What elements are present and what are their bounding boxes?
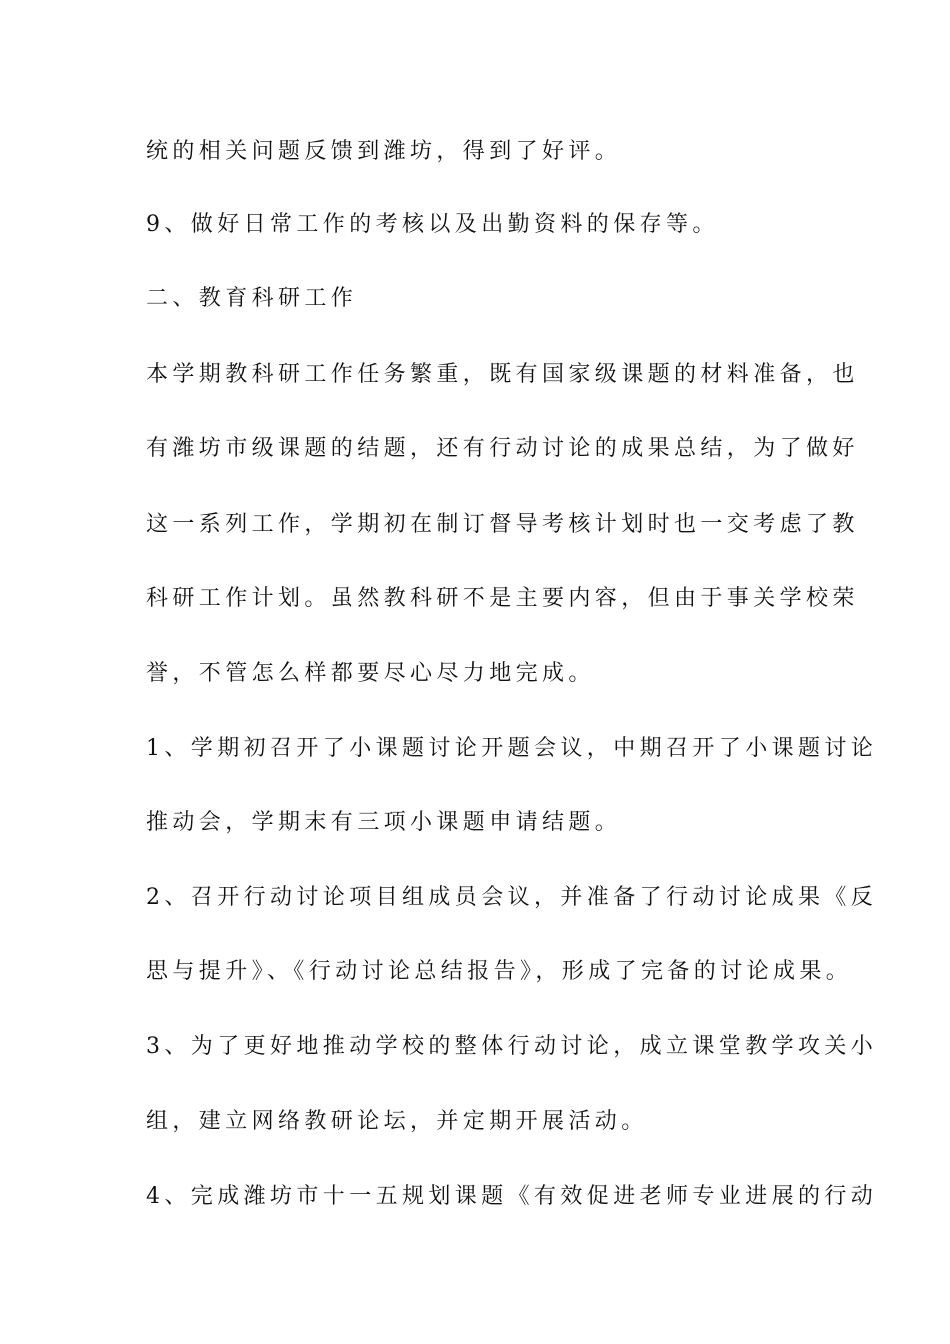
text-line: 誉，不管怎么样都要尽心尽力地完成。 (146, 661, 595, 686)
text-line: 本学期教科研工作任务繁重，既有国家级课题的材料准备，也 (146, 362, 859, 387)
text-line: 9、做好日常工作的考核以及出勤资料的保存等。 (146, 212, 719, 237)
text-line: 2、召开行动讨论项目组成员会议，并准备了行动讨论成果《反 (146, 885, 878, 910)
section-heading: 二、教育科研工作 (146, 286, 358, 311)
text-line: 思与提升》、《行动讨论总结报告》，形成了完备的讨论成果。 (146, 959, 853, 984)
text-line: 组，建立网络教研论坛，并定期开展活动。 (146, 1109, 648, 1134)
text-line: 有潍坊市级课题的结题，还有行动讨论的成果总结，为了做好 (146, 436, 859, 461)
text-line: 4、完成潍坊市十一五规划课题《有效促进老师专业进展的行动 (146, 1184, 878, 1209)
text-line: 1、学期初召开了小课题讨论开题会议，中期召开了小课题讨论 (146, 736, 878, 761)
text-line: 统的相关问题反馈到潍坊，得到了好评。 (146, 139, 622, 164)
text-line: 科研工作计划。虽然教科研不是主要内容，但由于事关学校荣 (146, 586, 859, 611)
text-line: 3、为了更好地推动学校的整体行动讨论，成立课堂教学攻关小 (146, 1034, 878, 1059)
text-line: 推动会，学期末有三项小课题申请结题。 (146, 810, 622, 835)
text-line: 这一系列工作，学期初在制订督导考核计划时也一交考虑了教 (146, 512, 859, 537)
